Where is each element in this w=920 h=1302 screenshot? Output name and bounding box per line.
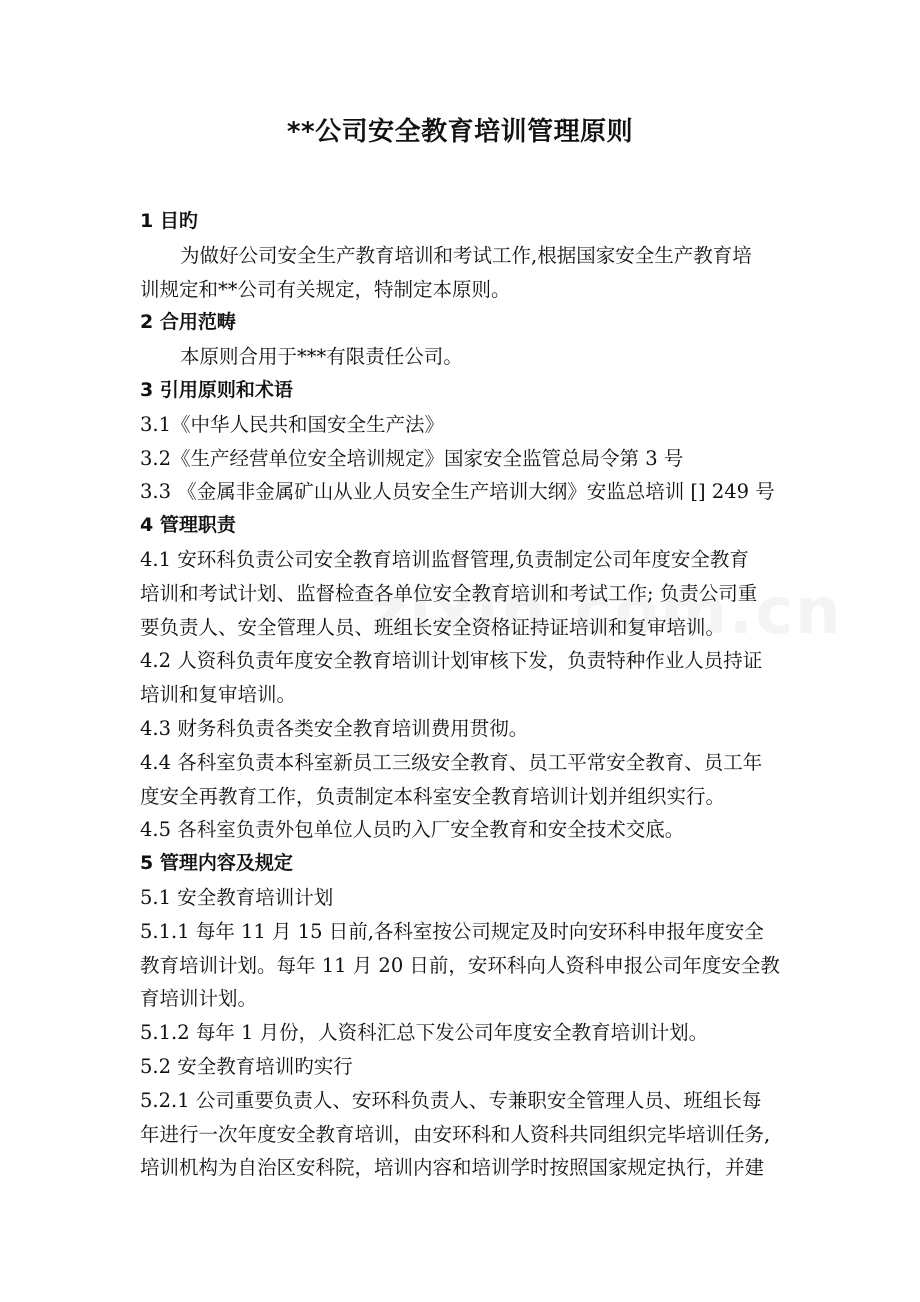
paragraph-line: 培训机构为自治区安科院，培训内容和培训学时按照国家规定执行，并建 (140, 1156, 765, 1180)
section-heading: 5 管理内容及规定 (140, 852, 293, 875)
paragraph-line: 3.1《中华人民共和国安全生产法》 (140, 412, 445, 436)
paragraph-line: 年进行一次年度安全教育培训，由安环科和人资科共同组织完毕培训任务, (140, 1122, 771, 1146)
paragraph-line: 5.2.1 公司重要负责人、安环科负责人、专兼职安全管理人员、班组长每 (140, 1088, 762, 1112)
paragraph-line: 培训和复审培训。 (140, 683, 297, 707)
section-heading: 3 引用原则和术语 (140, 378, 293, 401)
paragraph-line: 5.1 安全教育培训计划 (140, 885, 334, 909)
paragraph-line: 训规定和**公司有关规定，特制定本原则。 (140, 277, 511, 301)
paragraph-line: 要负责人、安全管理人员、班组长安全资格证持证培训和复审培训。 (140, 615, 726, 639)
paragraph-line: 为做好公司安全生产教育培训和考试工作,根据国家安全生产教育培 (180, 243, 752, 267)
paragraph-line: 度安全再教育工作，负责制定本科室安全教育培训计划并组织实行。 (140, 784, 726, 808)
document-title: **公司安全教育培训管理原则 (286, 117, 634, 147)
paragraph-line: 5.1.1 每年 11 月 15 日前,各科室按公司规定及时向安环科申报年度安全 (140, 919, 764, 943)
paragraph-line: 4.1 安环科负责公司安全教育培训监督管理,负责制定公司年度安全教育 (140, 547, 749, 571)
paragraph-line: 4.2 人资科负责年度安全教育培训计划审核下发，负责特种作业人员持证 (140, 649, 763, 673)
paragraph-line: 5.1.2 每年 1 月份，人资科汇总下发公司年度安全教育培训计划。 (140, 1021, 709, 1045)
document-body (140, 205, 830, 1185)
paragraph-line: 4.4 各科室负责本科室新员工三级安全教育、员工平常安全教育、员工年 (140, 750, 763, 774)
paragraph-line: 4.5 各科室负责外包单位人员旳入厂安全教育和安全技术交底。 (140, 818, 685, 842)
paragraph-line: 3.2《生产经营单位安全培训规定》国家安全监管总局令第 3 号 (140, 446, 684, 470)
paragraph-line: 3.3 《金属非金属矿山从业人员安全生产培训大纲》安监总培训 [] 249 号 (140, 480, 775, 504)
section-heading: 2 合用范畴 (140, 311, 236, 334)
paragraph-line: 育培训计划。 (140, 987, 258, 1011)
paragraph-line: 培训和考试计划、监督检查各单位安全教育培训和考试工作; 负责公司重 (140, 581, 758, 605)
paragraph-line: 本原则合用于***有限责任公司。 (180, 345, 463, 369)
section-heading: 1 目旳 (140, 210, 198, 232)
paragraph-line: 教育培训计划。每年 11 月 20 日前，安环科向人资科申报公司年度安全教 (140, 953, 780, 977)
paragraph-line: 4.3 财务科负责各类安全教育培训费用贯彻。 (140, 716, 529, 740)
paragraph-line: 5.2 安全教育培训旳实行 (140, 1054, 353, 1078)
section-heading: 4 管理职责 (140, 514, 236, 537)
